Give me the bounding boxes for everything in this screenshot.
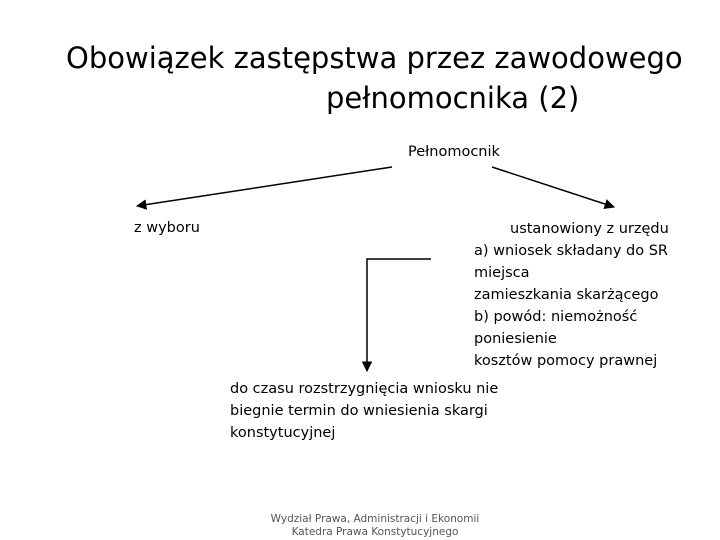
footer-faculty: Wydział Prawa, Administracji i Ekonomii <box>270 513 480 525</box>
bottom-node-line: do czasu rozstrzygnięcia wniosku nie <box>230 381 499 397</box>
arrow-to-bottom-node <box>367 259 431 371</box>
bottom-node-line: biegnie termin do wniesienia skargi <box>230 403 488 419</box>
root-node-label: Pełnomocnik <box>408 144 500 160</box>
right-branch-line: a) wniosek składany do SR <box>474 243 668 259</box>
right-branch-heading: ustanowiony z urzędu <box>510 221 669 237</box>
bottom-node-line: konstytucyjnej <box>230 425 336 441</box>
right-branch-line: zamieszkania skarżącego <box>474 287 659 303</box>
arrow-to-left-branch <box>137 167 392 206</box>
slide-footer <box>180 513 570 539</box>
left-branch-label: z wyboru <box>134 220 200 236</box>
footer-department: Katedra Prawa Konstytucyjnego <box>291 526 459 538</box>
right-branch-line: kosztów pomocy prawnej <box>474 353 658 369</box>
right-branch-line: poniesienie <box>474 331 557 347</box>
slide-title-line-2: pełnomocnika (2) <box>326 81 580 115</box>
right-branch-details <box>474 240 668 372</box>
right-branch-line: miejsca <box>474 265 530 281</box>
arrow-to-right-branch <box>492 167 614 207</box>
right-branch-line: b) powód: niemożność <box>474 309 638 325</box>
bottom-node <box>230 378 498 444</box>
slide-title-line-1: Obowiązek zastępstwa przez zawodowego <box>66 41 683 75</box>
